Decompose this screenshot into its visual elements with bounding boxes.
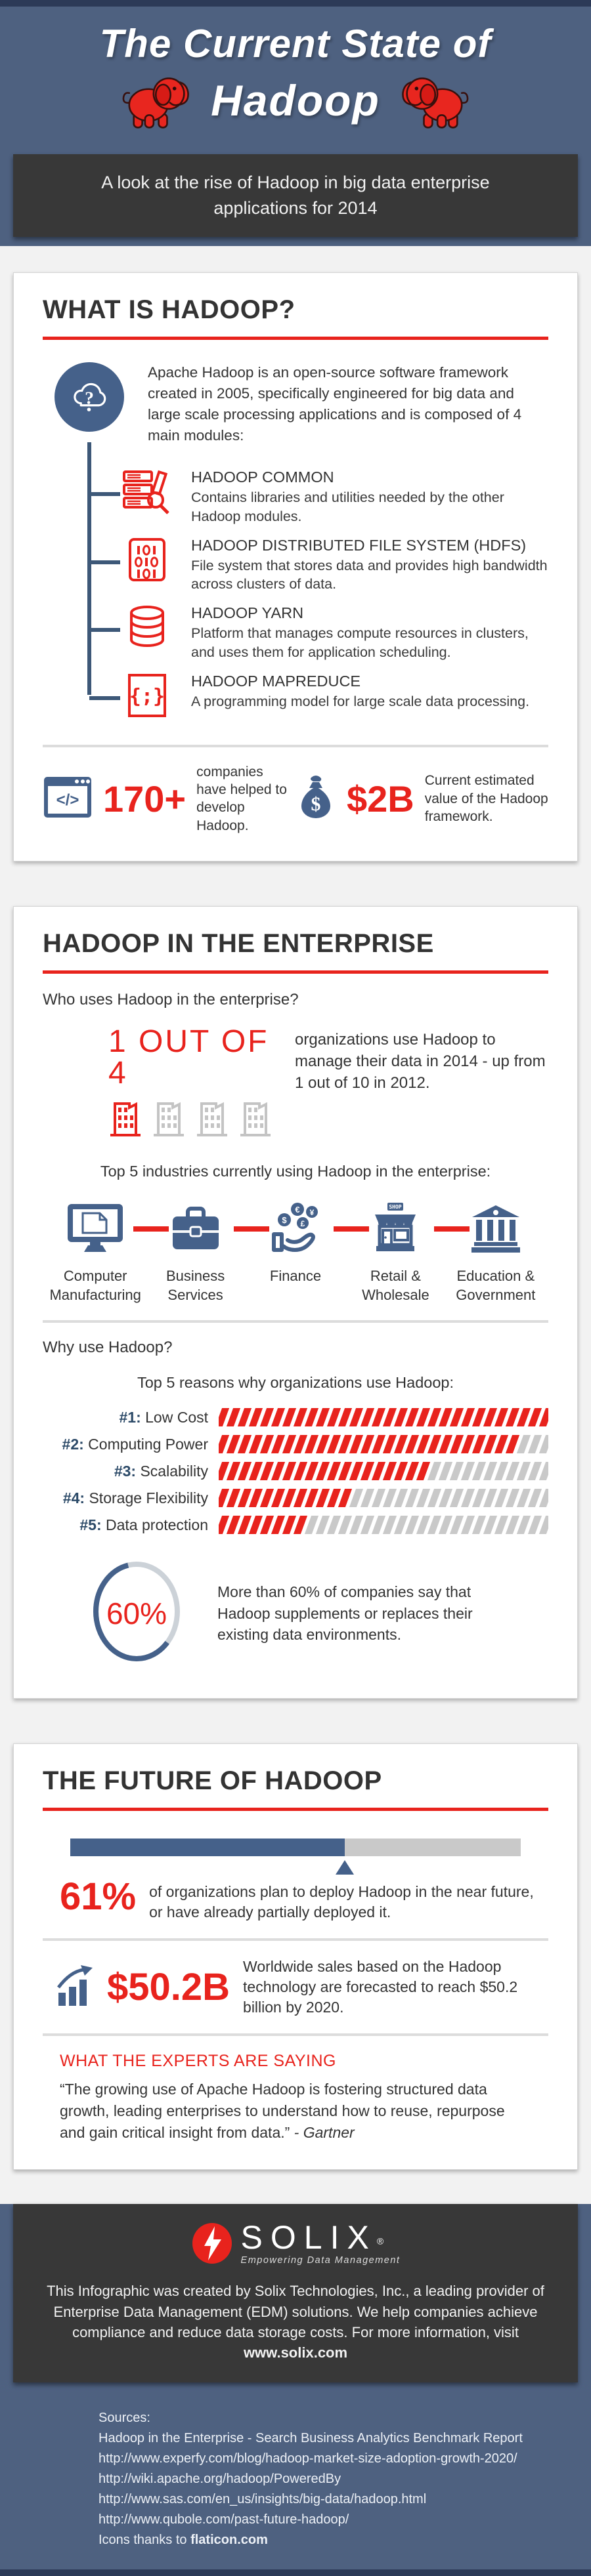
building-icon-active	[108, 1096, 142, 1138]
binary-file-icon	[120, 537, 174, 584]
svg-text:¥: ¥	[309, 1208, 315, 1217]
svg-text:£: £	[300, 1219, 305, 1228]
sales-text: Worldwide sales based on the Hadoop technology are forecasted to reach $50.2 billion by 2020.	[243, 1958, 518, 2016]
bank-icon	[446, 1200, 546, 1258]
documents-search-icon	[120, 468, 174, 516]
icons-credit-text: Icons thanks to	[98, 2533, 191, 2548]
stat-value: $2B	[347, 778, 414, 820]
industry-computer-manufacturing	[45, 1200, 145, 1304]
divider	[43, 1938, 548, 1941]
reason-label: Storage Flexibility	[85, 1489, 208, 1506]
module-name: HADOOP DISTRIBUTED FILE SYSTEM (HDFS)	[191, 536, 527, 554]
svg-text:{;}: {;}	[129, 684, 165, 708]
reason-rank: #5:	[79, 1516, 102, 1533]
module-row-yarn	[120, 604, 548, 662]
building-icon	[195, 1096, 229, 1138]
page-title-line2: Hadoop	[211, 76, 380, 125]
module-name: HADOOP COMMON	[191, 468, 334, 486]
donut-row	[43, 1554, 548, 1672]
divider	[43, 745, 548, 747]
reason-row	[43, 1407, 548, 1427]
source-line: Hadoop in the Enterprise - Search Business Analytics Benchmark Report	[98, 2431, 523, 2446]
source-line: http://wiki.apache.org/hadoop/PoweredBy	[98, 2472, 341, 2487]
industry-education-government	[446, 1200, 546, 1304]
svg-text:$: $	[282, 1215, 287, 1225]
industry-business-services	[145, 1200, 245, 1304]
reason-label: Scalability	[136, 1462, 208, 1480]
divider	[43, 1320, 548, 1323]
card-future	[13, 1743, 578, 2170]
page-title-line1: The Current State of	[99, 22, 492, 66]
money-bag-icon	[296, 774, 336, 824]
quote-attribution: - Gartner	[294, 2123, 355, 2141]
module-name: HADOOP MAPREDUCE	[191, 672, 361, 690]
stats-row	[43, 763, 548, 835]
reason-label: Computing Power	[83, 1435, 208, 1453]
monitor-icon	[45, 1200, 145, 1258]
stat-value: 170+	[103, 778, 186, 820]
cloud-question-icon	[55, 362, 124, 432]
reasons-chart	[43, 1407, 548, 1535]
intro-row	[43, 362, 548, 446]
module-desc: A programming model for large scale data processing.	[191, 693, 530, 709]
industry-finance	[246, 1200, 345, 1304]
shop-icon	[345, 1200, 445, 1258]
code-window-icon	[43, 776, 93, 822]
ratio-text: organizations use Hadoop to manage their data in 2014 - up from 1 out of 10 in 2012.	[295, 1031, 546, 1092]
svg-text:?: ?	[85, 387, 94, 408]
icons-credit	[98, 2531, 565, 2549]
coins-hand-icon	[246, 1200, 345, 1258]
who-question: Who uses Hadoop in the enterprise?	[43, 991, 299, 1008]
reason-row	[43, 1461, 548, 1481]
top-border-strip	[0, 0, 591, 7]
solix-name: SOLIX	[240, 2219, 377, 2256]
hero-header	[0, 7, 591, 148]
stat-valuation	[296, 763, 548, 835]
database-icon	[120, 604, 174, 650]
svg-text:SHOP: SHOP	[389, 1204, 403, 1210]
sales-row	[56, 1957, 548, 2018]
module-desc: Platform that manages compute resources in clusters, and uses them for application scheduling.	[191, 625, 529, 661]
page-title-line2-row	[0, 70, 591, 131]
source-line: http://www.sas.com/en_us/insights/big-data/hadoop.html	[98, 2492, 427, 2507]
reason-rank: #3:	[114, 1462, 137, 1480]
progress-fill	[70, 1839, 345, 1856]
reason-label: Low Cost	[141, 1408, 208, 1426]
briefcase-icon	[145, 1200, 245, 1258]
section-rule	[43, 337, 548, 340]
ratio-row	[43, 1026, 548, 1138]
stat-developers	[43, 763, 296, 835]
sources-label: Sources:	[98, 2411, 150, 2426]
reason-row	[43, 1434, 548, 1454]
section-heading-what-is: WHAT IS HADOOP?	[43, 295, 296, 325]
svg-text:$: $	[311, 793, 321, 815]
reason-bar	[219, 1461, 548, 1481]
deploy-row	[60, 1875, 548, 1922]
code-braces-icon	[120, 673, 174, 718]
section-rule	[43, 1808, 548, 1811]
reason-row	[43, 1488, 548, 1508]
intro-text: Apache Hadoop is an open-source software framework created in 2005, specifically engineered for big data and large scale processing applications and is composed of 4 main modules:	[148, 364, 522, 444]
deploy-text: of organizations plan to deploy Hadoop in the near future, or have already partially deployed it.	[149, 1883, 534, 1921]
module-desc: Contains libraries and utilities needed by the other Hadoop modules.	[191, 489, 504, 524]
section-heading-future: THE FUTURE OF HADOOP	[43, 1766, 382, 1796]
donut-chart	[85, 1554, 188, 1672]
reason-bar	[219, 1434, 548, 1454]
industry-label: Business Services	[165, 1268, 225, 1303]
registered-mark: ®	[376, 2236, 384, 2247]
card-what-is-hadoop	[13, 272, 578, 862]
industries-row	[43, 1200, 548, 1304]
solix-tagline: Empowering Data Management	[240, 2255, 401, 2266]
stat-text: Current estimated value of the Hadoop framework.	[424, 773, 548, 825]
bottom-border-strip	[0, 2569, 591, 2576]
hadoop-elephant-icon-left	[120, 70, 194, 131]
ratio-value: 1 OUT OF 4	[108, 1024, 269, 1091]
source-line: http://www.experfy.com/blog/hadoop-market-size-adoption-growth-2020/	[98, 2451, 517, 2466]
quote-text: “The growing use of Apache Hadoop is fostering structured data growth, leading enterprises to understand how to reuse, repurpose and gain critical insight from data.”	[60, 2081, 505, 2141]
industry-label: Finance	[269, 1268, 322, 1284]
module-row-mapreduce	[120, 673, 548, 729]
flaticon-credit: flaticon.com	[190, 2533, 268, 2548]
divider	[43, 2033, 548, 2036]
card-enterprise	[13, 906, 578, 1699]
industry-label: Education & Government	[456, 1268, 536, 1303]
buildings-row	[108, 1096, 273, 1138]
reason-rank: #4:	[62, 1489, 85, 1506]
industries-title: Top 5 industries currently using Hadoop in the enterprise:	[100, 1163, 491, 1180]
main-content	[0, 246, 591, 2204]
source-line: http://www.qubole.com/past-future-hadoop/	[98, 2512, 349, 2527]
module-row-common	[120, 468, 548, 526]
solix-logo	[191, 2221, 401, 2266]
sales-value: $50.2B	[107, 1965, 230, 2008]
donut-text: More than 60% of companies say that Hadoop supplements or replaces their existing data environments.	[217, 1583, 473, 1643]
footer-text-body: This Infographic was created by Solix Technologies, Inc., a leading provider of Enterprise Data Management (EDM) solutions. We help companies achieve compliance and reduce data storage costs. For more information, visit	[47, 2283, 544, 2340]
donut-value: 60%	[106, 1596, 167, 1631]
stat-text: companies have helped to develop Hadoop.	[196, 764, 287, 833]
deploy-value: 61%	[60, 1875, 137, 1919]
reason-rank: #2:	[62, 1435, 84, 1453]
why-question: Why use Hadoop?	[43, 1339, 173, 1357]
reason-bar	[219, 1488, 548, 1508]
subtitle-text: A look at the rise of Hadoop in big data enterprise applications for 2014	[101, 173, 490, 218]
reasons-title: Top 5 reasons why organizations use Hadoop:	[137, 1374, 454, 1392]
industry-label: Retail & Wholesale	[362, 1268, 429, 1303]
module-row-hdfs	[120, 537, 548, 594]
footer-text	[39, 2281, 552, 2363]
reason-bar	[219, 1407, 548, 1427]
subtitle-panel	[13, 154, 578, 237]
module-name: HADOOP YARN	[191, 604, 304, 622]
building-icon	[238, 1096, 273, 1138]
hadoop-elephant-icon-right	[397, 70, 471, 131]
industry-label: Computer Manufacturing	[49, 1268, 141, 1303]
reason-label: Data protection	[101, 1516, 208, 1533]
progress-bar	[70, 1839, 521, 1856]
reason-row	[43, 1515, 548, 1535]
svg-text:</>: </>	[56, 791, 79, 809]
section-rule	[43, 970, 548, 974]
reason-bar	[219, 1515, 548, 1535]
building-icon	[152, 1096, 186, 1138]
footer-site: www.solix.com	[243, 2344, 348, 2361]
lightning-bolt-icon	[191, 2222, 233, 2264]
sources-section	[0, 2382, 591, 2569]
section-heading-enterprise: HADOOP IN THE ENTERPRISE	[43, 929, 434, 958]
reason-rank: #1:	[119, 1408, 141, 1426]
module-desc: File system that stores data and provides high bandwidth across clusters of data.	[191, 557, 548, 592]
growth-chart-icon	[56, 1965, 94, 2009]
deployment-progress	[70, 1839, 521, 1877]
svg-text:€: €	[295, 1205, 300, 1215]
ratio-figure	[108, 1026, 273, 1138]
modules-list	[43, 468, 548, 729]
footer-panel	[13, 2204, 578, 2382]
industry-retail-wholesale	[345, 1200, 445, 1304]
expert-quote	[60, 2079, 531, 2143]
progress-marker-arrow	[336, 1860, 354, 1875]
experts-heading: WHAT THE EXPERTS ARE SAYING	[60, 2052, 337, 2071]
